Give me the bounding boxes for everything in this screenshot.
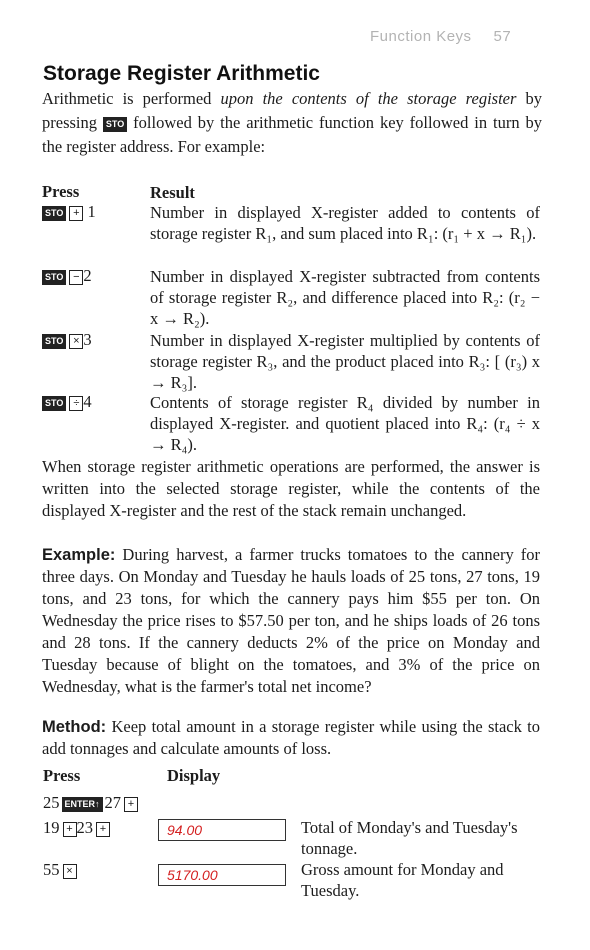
- plus-key-icon: +: [69, 206, 83, 221]
- times-key-icon: ×: [69, 334, 83, 349]
- example-label: Example:: [42, 546, 116, 564]
- method-label: Method:: [42, 718, 107, 736]
- result-text: Number in displayed X-register multiplied by contents of storage register R₃, and the product placed into R₃: [ (r₃) x → R₃].: [150, 331, 540, 392]
- register-address: 3: [83, 330, 92, 349]
- plus-key-icon: +: [96, 822, 110, 837]
- explanation-paragraph: When storage register arithmetic operations are performed, the answer is written into the selected storage register, while the contents of the displayed X-register and the rest of the stack remain unchanged.: [42, 457, 540, 520]
- method-text: Keep total amount in a storage register while using the stack to add tonnages and calculate amounts of loss.: [42, 717, 540, 758]
- divide-key-icon: ÷: [69, 396, 83, 411]
- minus-key-icon: −: [69, 270, 83, 285]
- example-paragraph: [42, 544, 540, 698]
- step-keys: [43, 818, 110, 838]
- register-address: 4: [83, 392, 92, 411]
- result-header: Result: [150, 183, 195, 202]
- intro-italic: upon the contents of the storage register: [220, 89, 517, 108]
- step-note: Gross amount for Monday and Tuesday.: [301, 860, 504, 900]
- step-number: 55: [43, 860, 60, 879]
- key-sequence: [42, 202, 96, 222]
- sto-key-icon: STO: [42, 206, 66, 221]
- key-sequence: [42, 266, 92, 286]
- intro-text-1: Arithmetic is performed: [42, 89, 221, 108]
- result-text: Number in displayed X-register subtracted from contents of storage register R₂, and difference placed into R₂: (r₂ − x → R₂).: [150, 267, 540, 328]
- sto-key-icon: STO: [42, 334, 66, 349]
- key-sequence: [42, 330, 92, 350]
- press-header: Press: [42, 182, 80, 201]
- intro-paragraph: [42, 87, 542, 159]
- step-number: 27: [104, 793, 122, 812]
- step-keys: [43, 793, 138, 813]
- steps-press-header: Press: [43, 766, 81, 785]
- running-header: [370, 28, 511, 45]
- intro-text-3: followed by the arithmetic function key followed in turn by the register address. For example:: [42, 113, 542, 156]
- plus-key-icon: +: [124, 797, 138, 812]
- result-text: Number in displayed X-register added to contents of storage register R₁, and sum placed into R₁: (r₁ + x → R₁).: [150, 203, 540, 243]
- sto-key-icon: STO: [42, 270, 66, 285]
- header-title: Function Keys: [370, 28, 472, 45]
- result-text: Contents of storage register R₄ divided by number in displayed X-register. and quotient placed into R₄: (r₄ ÷ x → R₄).: [150, 393, 540, 454]
- step-note: Total of Monday's and Tuesday's tonnage.: [301, 818, 518, 858]
- calculator-display: 94.00: [158, 819, 286, 841]
- step-keys: [43, 860, 77, 880]
- key-sequence: [42, 392, 92, 412]
- enter-key-icon: ENTER↑: [62, 797, 103, 812]
- calculator-display: 5170.00: [158, 864, 286, 886]
- step-number: 25: [43, 793, 60, 812]
- times-key-icon: ×: [63, 864, 77, 879]
- method-paragraph: [42, 716, 540, 760]
- steps-display-header: Display: [167, 766, 221, 785]
- step-number: 19: [43, 818, 60, 837]
- register-address: 1: [87, 202, 96, 221]
- example-text: During harvest, a farmer trucks tomatoes to the cannery for three days. On Monday and Tuesday he hauls loads of 25 tons, 27 tons, 19 tons, and 23 tons, for which the cannery pays him $55 per ton. On Wednesday the price rises to $57.50 per ton, and he ships loads of 26 tons and 28 tons. If the cannery deducts 2% of the price on Monday and Tuesday because of blight on the tomatoes, and 3% of the price on Wednesday, what is the farmer's total net income?: [42, 545, 540, 696]
- register-address: 2: [83, 266, 92, 285]
- step-number: 23: [76, 818, 93, 837]
- section-title: Storage Register Arithmetic: [43, 62, 320, 85]
- sto-key-icon: STO: [42, 396, 66, 411]
- sto-key-icon: STO: [103, 117, 127, 132]
- page-number: 57: [493, 28, 512, 45]
- plus-key-icon: +: [63, 822, 77, 837]
- intro-text-2: by pressing: [42, 89, 542, 132]
